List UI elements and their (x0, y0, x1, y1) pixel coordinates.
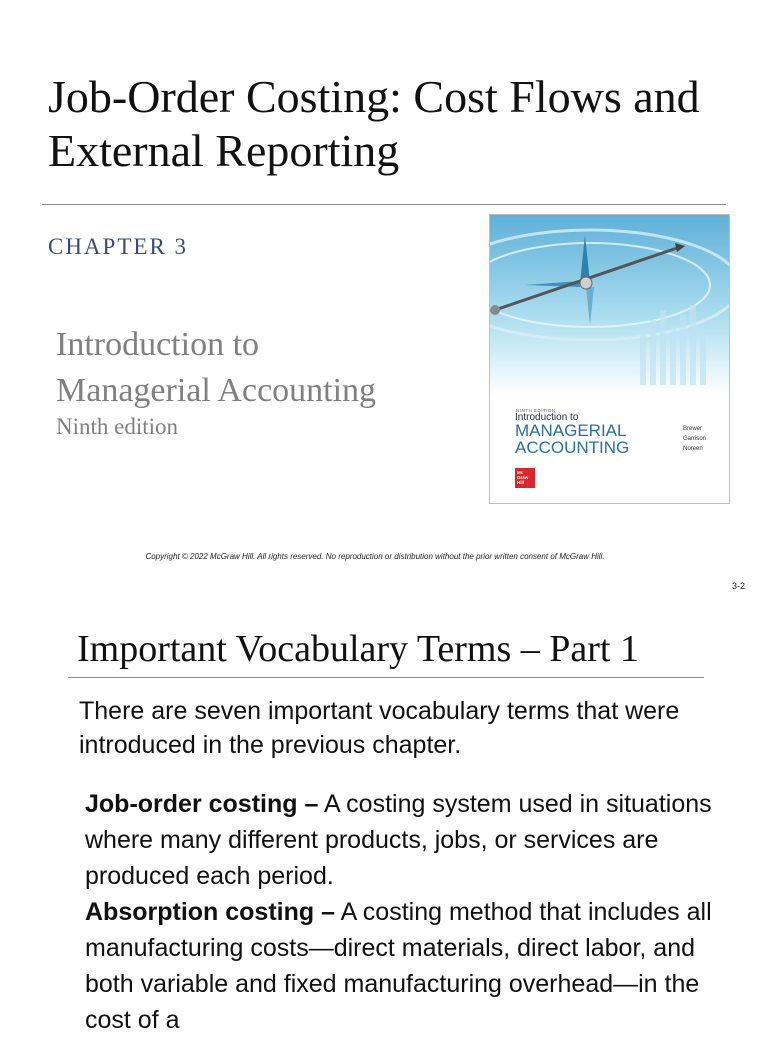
cover-edition-label: NINTH EDITION (516, 408, 556, 413)
copyright-notice: Copyright © 2022 McGraw Hill. All rights reserved. No reproduction or distribution without the prior written consent of McGraw Hill. (145, 552, 605, 561)
page-number: 3-2 (732, 581, 746, 591)
term-name: Absorption costing – (85, 898, 335, 926)
title-divider (42, 204, 726, 205)
cover-title-line-2: ACCOUNTING (515, 438, 630, 457)
slide-title: Job-Order Costing: Cost Flows and External Reporting (48, 71, 700, 176)
cover-author: Brewer (683, 426, 703, 432)
edition-label: Ninth edition (56, 414, 179, 439)
slide-2-intro-text: There are seven important vocabulary terms that were introduced in the previous chapter. (79, 697, 680, 759)
term-definition: A costing system used in situations where many different products, jobs, or services are produced each period. (85, 790, 712, 890)
compass-illustration (490, 215, 729, 503)
logo-line: Mc (517, 470, 524, 475)
slide-2-title-divider (68, 677, 704, 678)
vocabulary-term-item (85, 786, 725, 894)
book-title (56, 322, 456, 414)
term-name: Job-order costing – (85, 790, 319, 818)
logo-line: Graw (517, 475, 529, 480)
book-title-line-1: Introduction to (56, 326, 260, 363)
book-cover-image (489, 214, 730, 504)
cover-authors (683, 424, 706, 454)
mcgraw-hill-logo (515, 468, 535, 488)
vocabulary-terms-list (85, 786, 725, 1038)
vocabulary-term-item (85, 894, 725, 1038)
logo-line: Hill (517, 480, 525, 485)
cover-author: Garrison (683, 436, 707, 442)
cover-title-line-1: MANAGERIAL (515, 421, 627, 440)
chapter-label: CHAPTER 3 (48, 234, 189, 259)
cover-intro-text: Introduction to (515, 412, 579, 423)
term-definition: A costing method that includes all manufacturing costs—direct materials, direct labor, and both variable and fixed manufacturing overhead—in the cost of a (85, 898, 712, 1034)
cover-author: Noreen (683, 446, 703, 452)
book-title-line-2: Managerial Accounting (56, 372, 377, 409)
slide-2-title: Important Vocabulary Terms – Part 1 (77, 628, 639, 670)
